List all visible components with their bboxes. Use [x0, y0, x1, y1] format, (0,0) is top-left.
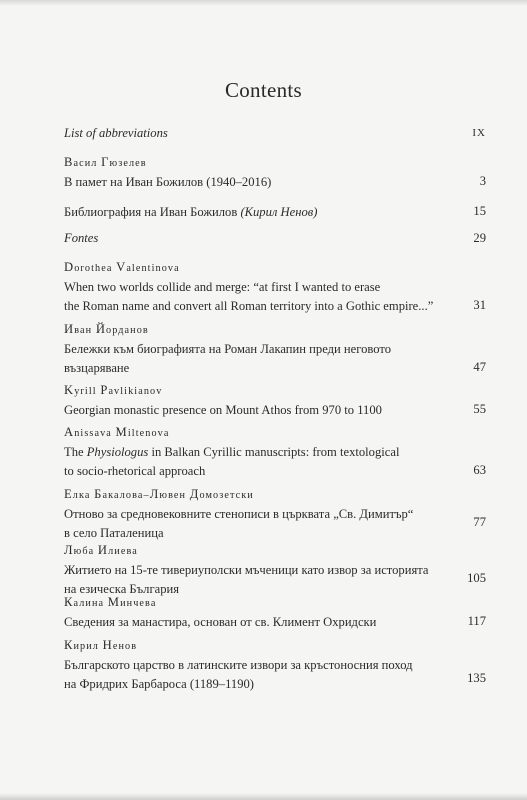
toc-entry	[64, 593, 486, 632]
toc-page-number: 47	[473, 360, 486, 374]
toc-entry-title: В памет на Иван Божилов (1940–2016)	[64, 175, 272, 189]
toc-entry-title: възцаряване	[64, 361, 130, 375]
toc-entry	[64, 381, 486, 420]
toc-entry-title: Отново за средновековните стенописи в църквата „Св. Димитър“	[64, 507, 414, 521]
toc-entry	[64, 423, 486, 481]
toc-author: Кирил Ненов	[64, 638, 138, 652]
toc-page-number: 31	[473, 298, 486, 312]
toc-entry	[64, 541, 486, 599]
toc-entry-fontes	[64, 229, 486, 248]
toc-author: Anissava Miltenova	[64, 425, 170, 439]
toc-page-number: 3	[479, 174, 486, 188]
toc-entry	[64, 636, 486, 694]
toc-entry-abbreviations	[64, 124, 486, 143]
toc-page-number: 15	[473, 204, 486, 218]
toc-author: Калина Минчева	[64, 595, 157, 609]
toc-page-number: 77	[473, 515, 486, 529]
toc-entry	[64, 153, 486, 222]
toc-author: Dorothea Valentinova	[64, 260, 180, 274]
toc-entry	[64, 485, 486, 543]
toc-author: Kyrill Pavlikianov	[64, 383, 163, 397]
toc-page-number: 117	[467, 614, 486, 628]
toc-entry-title: Georgian monastic presence on Mount Athos from 970 to 1100	[64, 403, 382, 417]
toc-page-number: 105	[467, 571, 486, 585]
toc-section-title: Fontes	[64, 231, 99, 245]
toc-entry	[64, 258, 486, 316]
toc-page-number: 135	[467, 671, 486, 685]
toc-entry-title: Българското царство в латинските извори за кръстоносния поход	[64, 658, 413, 672]
toc-entry-title: в село Паталеница	[64, 526, 164, 540]
toc-entry-title: When two worlds collide and merge: “at first I wanted to erase	[64, 280, 381, 294]
page-top-edge	[0, 0, 527, 6]
toc-entry-title: на Фридрих Барбароса (1189–1190)	[64, 677, 254, 691]
toc-entry-title: List of abbreviations	[64, 126, 168, 140]
toc-entry-title: Библиография на Иван Божилов (Кирил Ненов)	[64, 205, 318, 219]
toc-author: Васил Гюзелев	[64, 155, 147, 169]
page-title: Contents	[224, 78, 303, 102]
toc-page-number: IX	[472, 127, 486, 139]
toc-entry-title: The Physiologus in Balkan Cyrillic manuscripts: from textological	[64, 445, 400, 459]
toc-entry-title: Бележки към биографията на Роман Лакапин преди неговото	[64, 342, 392, 356]
toc-page-number: 63	[473, 463, 486, 477]
toc-author: Иван Йорданов	[64, 322, 149, 336]
toc-entry-title: Житието на 15-те тивериуполски мъченици като извор за историята	[64, 563, 429, 577]
toc-author: Елка Бакалова–Лювен Домозетски	[64, 487, 254, 501]
toc-page-number: 55	[473, 402, 486, 416]
toc-entry-title: the Roman name and convert all Roman territory into a Gothic empire...”	[64, 299, 434, 313]
toc-entry-title: to socio-rhetorical approach	[64, 464, 206, 478]
toc-entry-title: Сведения за манастира, основан от св. Климент Охридски	[64, 615, 377, 629]
toc-entry	[64, 320, 486, 378]
toc-entry-title: на езическа България	[64, 582, 180, 596]
toc-page-number: 29	[473, 231, 486, 245]
page-bottom-edge	[0, 793, 527, 800]
toc-author: Люба Илиева	[64, 543, 138, 557]
